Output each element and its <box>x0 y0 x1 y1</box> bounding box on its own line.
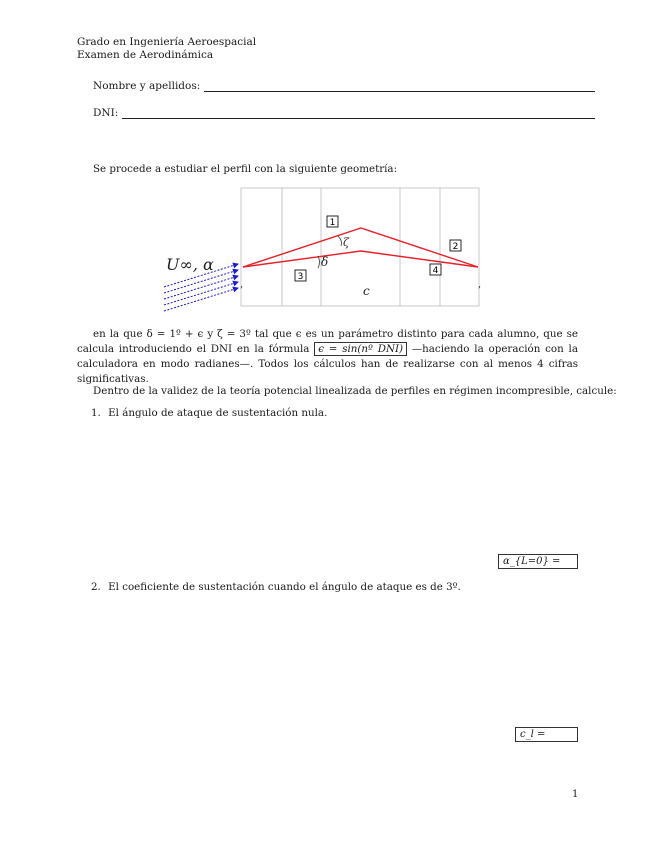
dni-field-row <box>93 107 595 119</box>
svg-text:4: 4 <box>432 266 439 276</box>
delta-arc <box>318 256 320 268</box>
panel-label-2 <box>450 240 461 252</box>
question-text: El coeficiente de sustentación cuando el ángulo de ataque es de 3º. <box>108 581 461 593</box>
instruction-text: Dentro de la validez de la teoría potencial linealizada de perfiles en régimen incompresible, calcule: <box>93 385 617 397</box>
svg-text:1: 1 <box>329 218 336 228</box>
lower-surface <box>243 251 478 267</box>
document-header <box>77 36 256 62</box>
question-number: 2. <box>91 581 101 593</box>
airfoil-figure <box>160 184 490 314</box>
name-input-line[interactable] <box>204 82 595 92</box>
dni-label: DNI: <box>93 107 119 119</box>
definition-paragraph <box>77 327 578 387</box>
question-text: El ángulo de ataque de sustentación nula. <box>108 407 328 419</box>
question-number: 1. <box>91 407 101 419</box>
trailing-edge-mark: , <box>478 279 482 290</box>
freestream-arrow <box>164 288 238 311</box>
page-number: 1 <box>572 789 579 800</box>
panel-label-1 <box>327 216 338 228</box>
question-1 <box>91 407 327 419</box>
intro-text: Se procede a estudiar el perfil con la siguiente geometría: <box>93 163 398 175</box>
definition-text-1: en la que δ = 1º + ϵ y ζ = 3º tal que ϵ es un parámetro distinto para cada alumno, que se calcula introduciendo el DNI en la fórmula <box>77 328 578 355</box>
exam-title: Examen de Aerodinámica <box>77 49 214 61</box>
chord-label: c <box>363 284 370 298</box>
zeta-label: ζ <box>343 236 349 249</box>
freestream-arrow <box>164 282 238 305</box>
svg-text:3: 3 <box>297 272 304 282</box>
panel-label-4 <box>430 264 441 276</box>
freestream-label: U∞, α <box>166 255 214 274</box>
name-field-row <box>93 80 595 92</box>
leading-edge-mark: , <box>240 279 244 290</box>
answer-box-lift-coefficient[interactable]: c_l = <box>515 727 578 742</box>
name-label: Nombre y apellidos: <box>93 80 201 92</box>
answer-box-zero-lift-angle[interactable]: α_{L=0} = <box>498 554 578 569</box>
epsilon-formula: ϵ = sin(nº DNI) <box>314 342 407 356</box>
upper-surface <box>243 228 478 267</box>
dni-input-line[interactable] <box>122 109 595 119</box>
freestream-arrow <box>164 276 238 299</box>
svg-text:2: 2 <box>452 242 459 252</box>
figure-grid <box>241 188 482 306</box>
grid-frame <box>241 188 482 306</box>
panel-label-3 <box>295 270 306 282</box>
degree-title: Grado en Ingeniería Aeroespacial <box>77 36 257 48</box>
zeta-arc <box>338 236 342 246</box>
delta-label: δ <box>321 255 329 269</box>
question-2 <box>91 581 461 593</box>
definition-text-2: —haciendo la operación con la calculadora en modo radianes—. Todos los cálculos han de realizarse con al menos 4 cifras significativas. <box>77 343 578 385</box>
